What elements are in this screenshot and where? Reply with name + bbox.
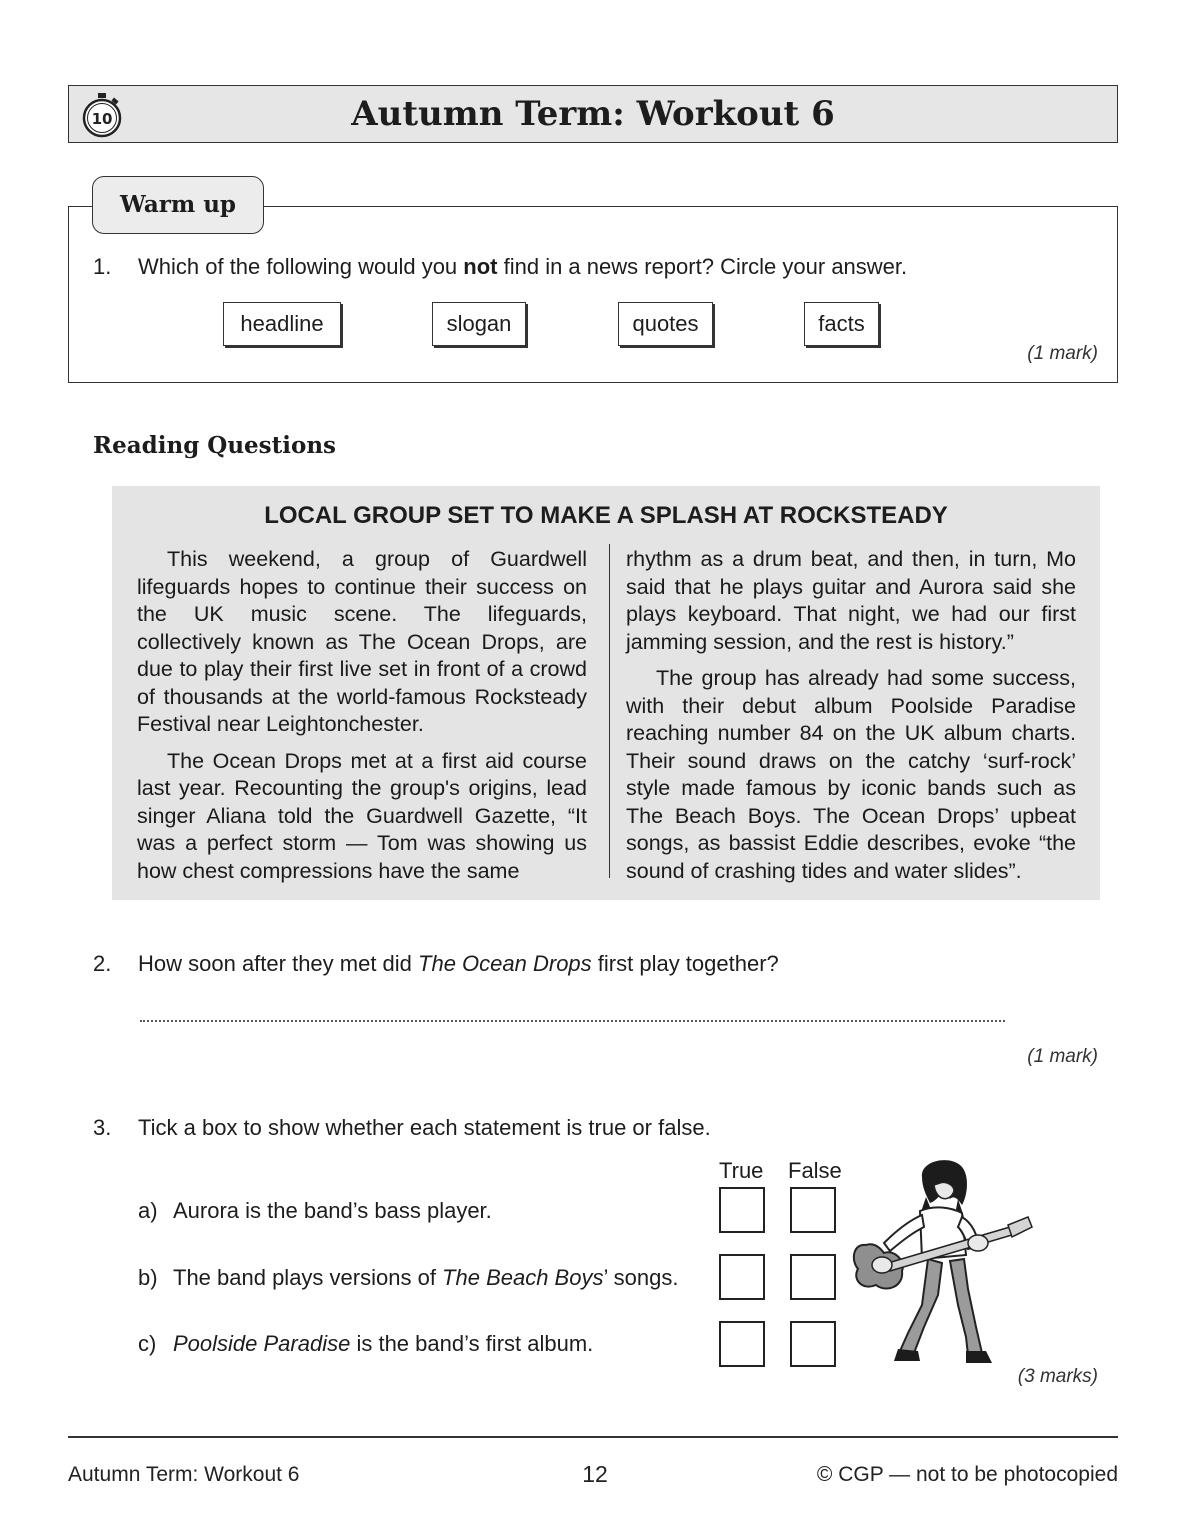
q1-number: 1. xyxy=(93,254,112,279)
statement-b-text: The band plays versions of The Beach Boys’ songs. xyxy=(173,1265,679,1290)
choice-facts[interactable]: facts xyxy=(804,302,879,346)
title-bar xyxy=(68,85,1118,143)
checkbox-b-false[interactable] xyxy=(790,1254,836,1300)
q3-text: Tick a box to show whether each statement is true or false. xyxy=(138,1115,711,1140)
choice-quotes[interactable]: quotes xyxy=(618,302,713,346)
checkbox-c-false[interactable] xyxy=(790,1321,836,1367)
copyright-notice: © CGP — not to be photocopied xyxy=(816,1463,1118,1486)
article-left-column xyxy=(137,546,587,894)
checkbox-b-true[interactable] xyxy=(719,1254,765,1300)
warmup-tab xyxy=(92,176,264,234)
q3-number: 3. xyxy=(93,1115,112,1140)
warmup-label: Warm up xyxy=(120,191,236,218)
article-headline: LOCAL GROUP SET TO MAKE A SPLASH AT ROCKSTEADY xyxy=(264,502,948,529)
checkbox-a-true[interactable] xyxy=(719,1187,765,1233)
statement-a-label: a) xyxy=(138,1198,158,1223)
footer-title: Autumn Term: Workout 6 xyxy=(68,1463,300,1486)
checkbox-c-true[interactable] xyxy=(719,1321,765,1367)
article-paragraph: The group has already had some success, with their debut album Poolside Paradise reaching number 84 on the UK album charts. Their sound draws on the catchy ‘surf-rock’ style made famous by iconic bands such as The Beach Boys. The Ocean Drops’ upbeat songs, as bassist Eddie describes, evoke “the sound of crashing tides and water slides”. xyxy=(626,666,1076,883)
page-title: Autumn Term: Workout 6 xyxy=(351,94,835,134)
q2-text: How soon after they met did The Ocean Drops first play together? xyxy=(138,951,779,976)
statement-b-label: b) xyxy=(138,1265,158,1290)
article-paragraph: rhythm as a drum beat, and then, in turn, Mo said that he plays guitar and Aurora said she plays keyboard. That night, we had our first jamming session, and the rest is history.” xyxy=(626,547,1076,654)
article-right-column xyxy=(626,546,1076,894)
q1-marks: (1 mark) xyxy=(1027,343,1098,364)
choice-slogan[interactable]: slogan xyxy=(432,302,526,346)
reading-heading: Reading Questions xyxy=(93,432,336,459)
article-paragraph: The Ocean Drops met at a first aid course last year. Recounting the group's origins, lead singer Aliana told the Guardwell Gazette, “It was a perfect storm — Tom was showing us how chest compressions have the same xyxy=(137,748,587,883)
footer-rule xyxy=(68,1436,1118,1438)
column-divider xyxy=(609,544,610,878)
q2-answer-line[interactable] xyxy=(140,1020,1005,1022)
q1-text: Which of the following would you not find in a news report? Circle your answer. xyxy=(138,254,908,279)
article-box xyxy=(112,486,1100,900)
page-number: 12 xyxy=(582,1461,608,1487)
checkbox-a-false[interactable] xyxy=(790,1187,836,1233)
statement-a-text: Aurora is the band’s bass player. xyxy=(173,1198,492,1223)
q3-marks: (3 marks) xyxy=(1017,1366,1098,1387)
statement-c-label: c) xyxy=(138,1331,157,1356)
q2-marks: (1 mark) xyxy=(1027,1046,1098,1067)
q2-number: 2. xyxy=(93,951,112,976)
choice-headline[interactable]: headline xyxy=(223,302,341,346)
false-column-header: False xyxy=(788,1158,842,1183)
statement-c-text: Poolside Paradise is the band’s first album. xyxy=(173,1331,594,1356)
timer-minutes: 10 xyxy=(91,110,113,128)
true-column-header: True xyxy=(719,1158,764,1183)
guitarist-illustration xyxy=(850,1155,1035,1370)
article-paragraph: This weekend, a group of Guardwell lifeguards hopes to continue their success on the UK music scene. The lifeguards, collectively known as The Ocean Drops, are due to play their first live set in front of a crowd of thousands at the world-famous Rocksteady Festival near Leightonchester. xyxy=(137,547,587,736)
